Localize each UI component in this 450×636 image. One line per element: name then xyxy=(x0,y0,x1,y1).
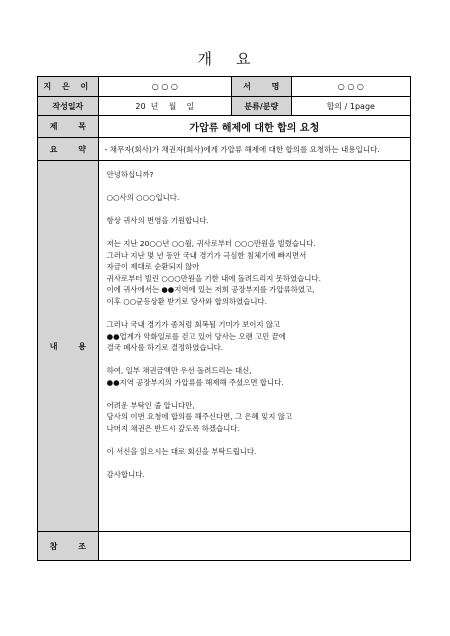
subject-row xyxy=(38,115,410,137)
signature-value: ○ ○ ○ xyxy=(291,77,410,96)
content-line: 나머지 채권은 반드시 갚도록 하겠습니다. xyxy=(106,423,240,433)
reference-row xyxy=(38,531,410,560)
summary-row xyxy=(38,137,410,160)
date-label: 작성일자 xyxy=(38,97,98,115)
reference-label: 참 조 xyxy=(38,532,98,560)
summary-label: 요 약 xyxy=(38,138,98,160)
summary-form xyxy=(37,76,411,561)
title-char-1: 개 xyxy=(197,50,214,68)
title-char-2: 요 xyxy=(236,50,253,68)
content-line: 감사합니다. xyxy=(106,469,145,479)
content-line: 이후 ○○균등상환 받기로 당사와 합의하였습니다. xyxy=(106,296,267,306)
document-title xyxy=(0,48,450,69)
author-value: ○ ○ ○ xyxy=(98,77,231,96)
content-line: 안녕하십니까? xyxy=(106,170,154,179)
content-line: 그러나 국내 경기가 좀처럼 회복될 기미가 보이지 않고 xyxy=(106,319,281,329)
reference-value xyxy=(98,532,410,560)
summary-value: - 채무자(회사)가 채권자(회사)에게 가압류 해제에 대한 합의를 요청하는 내용입니다. xyxy=(98,138,410,160)
content-row xyxy=(38,160,410,531)
date-row xyxy=(38,96,410,115)
content-line: ●●업계가 악화일로를 걷고 있어 당사는 오랜 고민 끝에 xyxy=(106,331,286,341)
content-line: 자금이 제대로 순환되지 않아 xyxy=(106,262,200,272)
signature-label: 서 명 xyxy=(231,77,291,96)
author-label: 지 은 이 xyxy=(38,77,98,96)
content-body xyxy=(98,161,410,531)
content-line: ○○사의 ○○○입니다. xyxy=(106,192,180,202)
content-line: 저는 지난 20○○년 ○○월, 귀사로부터 ○○○만원을 빌렸습니다. xyxy=(106,238,316,248)
content-line: 당사의 이번 요청에 합의를 해주신다면, 그 은혜 잊지 않고 xyxy=(106,412,293,422)
category-label: 분류/분량 xyxy=(231,97,291,115)
content-label: 내 용 xyxy=(38,161,98,531)
subject-label: 제 목 xyxy=(38,116,98,137)
author-row xyxy=(38,77,410,96)
content-line: 하여, 일부 채권금액만 우선 돌려드리는 대신, xyxy=(106,366,252,376)
content-line: ●●지역 공장부지의 가압류를 해제해 주셨으면 합니다. xyxy=(106,377,284,387)
date-value-text: 20 년 월 일 xyxy=(135,101,195,111)
content-line: 이 서신을 읽으시는 대로 회신을 부탁드립니다. xyxy=(106,446,257,456)
content-line: 그러나 지난 몇 년 동안 국내 경기가 극심한 침체기에 빠지면서 xyxy=(106,250,307,260)
date-value xyxy=(98,97,231,115)
content-line: 어려운 부탁인 줄 압니다만, xyxy=(106,400,195,410)
content-line: 항상 귀사의 번영을 기원합니다. xyxy=(106,215,209,225)
category-value: 합의 / 1page xyxy=(291,97,410,115)
content-line: 이에 귀사에서는 ●●지역에 있는 저희 공장부지를 가압류하였고, xyxy=(106,285,315,295)
content-line: 결국 폐사를 하기로 결정하였습니다. xyxy=(106,343,224,353)
content-line: 귀사로부터 빌린 ○○○만원을 기한 내에 돌려드리지 못하였습니다. xyxy=(106,273,321,283)
subject-value: 가압류 해제에 대한 합의 요청 xyxy=(98,116,410,137)
